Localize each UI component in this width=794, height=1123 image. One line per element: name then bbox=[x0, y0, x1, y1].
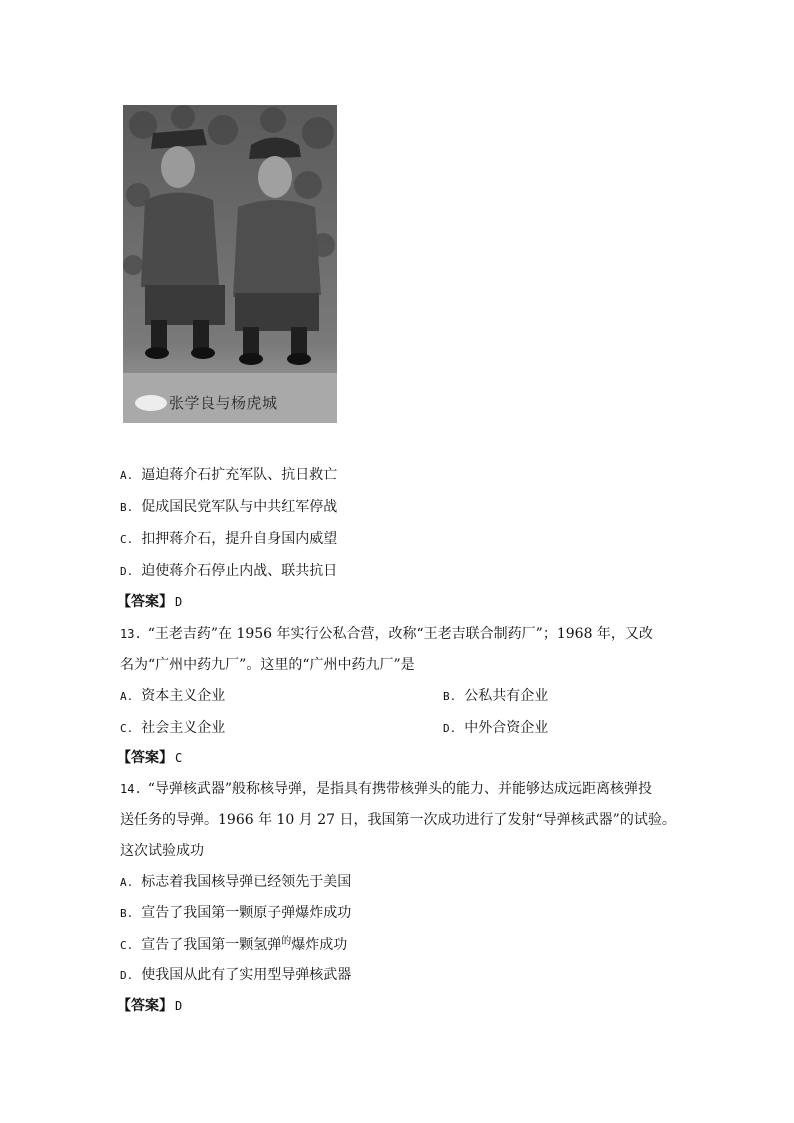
q12-option-a: A. 逼迫蒋介石扩充军队、抗日救亡 bbox=[120, 467, 338, 483]
q13-stem-line2: 名为“广州中药九厂”。这里的“广州中药九厂”是 bbox=[120, 657, 415, 673]
q13-option-a: A. 资本主义企业 bbox=[120, 688, 226, 704]
q14-option-d: D. 使我国从此有了实用型导弹核武器 bbox=[120, 967, 352, 983]
q14-stem-line3: 这次试验成功 bbox=[120, 843, 204, 859]
q12-option-c: C. 扣押蒋介石，提升自身国内威望 bbox=[120, 531, 338, 547]
q14-option-c: C. 宣告了我国第一颗氢弹$^的$爆炸成功 bbox=[120, 936, 348, 953]
q14-option-b: B. 宣告了我国第一颗原子弹爆炸成功 bbox=[120, 905, 352, 921]
q14-stem-line1: 14. “导弹核武器”般称核导弹，是指具有携带核弹头的能力、并能够达成远距离核弹投 bbox=[120, 781, 652, 797]
q12-option-d: D. 迫使蒋介石停止内战、联共抗日 bbox=[120, 563, 338, 579]
q13-option-d: D. 中外合资企业 bbox=[443, 720, 549, 736]
q14-option-a: A. 标志着我国核导弹已经领先于美国 bbox=[120, 874, 352, 890]
historical-photo bbox=[123, 105, 337, 423]
q14-answer: 【答案】 D bbox=[117, 998, 183, 1014]
q12-option-b: B. 促成国民党军队与中共红军停战 bbox=[120, 499, 338, 515]
q13-option-c: C. 社会主义企业 bbox=[120, 720, 226, 736]
q13-option-b: B. 公私共有企业 bbox=[443, 688, 549, 704]
q13-answer: 【答案】 C bbox=[117, 750, 183, 766]
q13-stem-line1: 13. “王老吉药”在 1956 年实行公私合营，改称“王老吉联合制药厂”；1968 年，又改 bbox=[120, 626, 653, 642]
q12-answer: 【答案】 D bbox=[117, 594, 183, 610]
photo-caption: 张学良与杨虎城 bbox=[169, 394, 278, 412]
photo-illustration bbox=[123, 105, 337, 423]
q14-stem-line2: 送任务的导弹。1966 年 10 月 27 日，我国第一次成功进行了发射“导弹核武器”的试验。 bbox=[120, 812, 676, 828]
